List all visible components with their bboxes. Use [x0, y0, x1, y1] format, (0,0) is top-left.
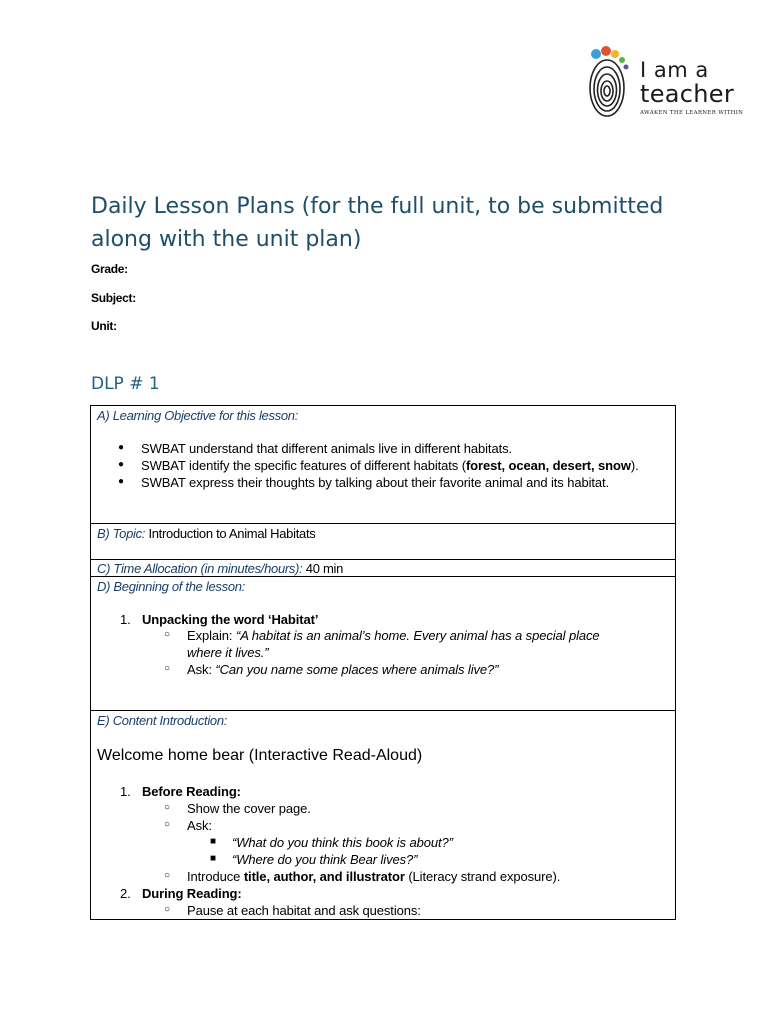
explain-line: Explain: “A habitat is an animal’s home. Every animal has a special place [187, 628, 600, 643]
bullet-circle: ○ [164, 819, 171, 830]
question-2: “Where do you think Bear lives?” [232, 852, 418, 867]
before-reading: Before Reading: [142, 784, 241, 799]
section-e-heading: E) Content Introduction: [97, 713, 228, 728]
list-number: 1. [120, 612, 131, 627]
objective-2: SWBAT identify the specific features of different habitats (forest, ocean, desert, snow). [141, 458, 639, 473]
list-number: 1. [120, 784, 131, 799]
ask-line: Ask: “Can you name some places where animals live?” [187, 662, 499, 677]
section-d-heading: D) Beginning of the lesson: [97, 579, 245, 594]
subject-label: Subject: [91, 291, 136, 305]
bullet-circle: ○ [164, 802, 171, 813]
topic-value: Introduction to Animal Habitats [148, 526, 316, 541]
bullet-square: ■ [210, 853, 217, 864]
bullet-disc: ● [118, 476, 125, 487]
unit-label: Unit: [91, 319, 117, 333]
objective-3: SWBAT express their thoughts by talking about their favorite animal and its habitat. [141, 475, 610, 490]
pause-line: Pause at each habitat and ask questions: [187, 903, 421, 918]
bullet-disc: ● [118, 442, 125, 453]
bullet-circle: ○ [164, 629, 171, 640]
introduce-line: Introduce title, author, and illustrator (Literacy strand exposure). [187, 869, 561, 884]
dlp-heading: DLP # 1 [91, 374, 160, 394]
bullet-circle: ○ [164, 663, 171, 674]
ask-label: Ask: [187, 818, 212, 833]
explain-line-2: where it lives.” [187, 645, 269, 660]
section-b-heading: B) Topic: Introduction to Animal Habitats [97, 526, 316, 541]
question-1: “What do you think this book is about?” [232, 835, 453, 850]
section-a-heading: A) Learning Objective for this lesson: [97, 408, 299, 423]
logo-line2: teacher [640, 80, 735, 108]
bullet-square: ■ [210, 836, 217, 847]
cover-line: Show the cover page. [187, 801, 311, 816]
logo-line1: I am a [640, 58, 709, 82]
read-aloud-title: Welcome home bear (Interactive Read-Aloud) [97, 747, 423, 764]
section-d-box [90, 576, 676, 711]
time-value: 40 min [305, 561, 344, 576]
bullet-circle: ○ [164, 870, 171, 881]
bullet-disc: ● [118, 459, 125, 470]
grade-label: Grade: [91, 262, 128, 276]
objective-1: SWBAT understand that different animals live in different habitats. [141, 441, 512, 456]
page-title: Daily Lesson Plans (for the full unit, to be submitted along with the unit plan) [91, 194, 664, 252]
habitat-item: Unpacking the word ‘Habitat’ [142, 612, 319, 627]
during-reading: During Reading: [142, 886, 242, 901]
bullet-circle: ○ [164, 904, 171, 915]
section-c-heading: C) Time Allocation (in minutes/hours): 40 min [97, 561, 344, 576]
list-number: 2. [120, 886, 131, 901]
logo-tagline: AWAKEN THE LEARNER WITHIN [640, 110, 744, 116]
